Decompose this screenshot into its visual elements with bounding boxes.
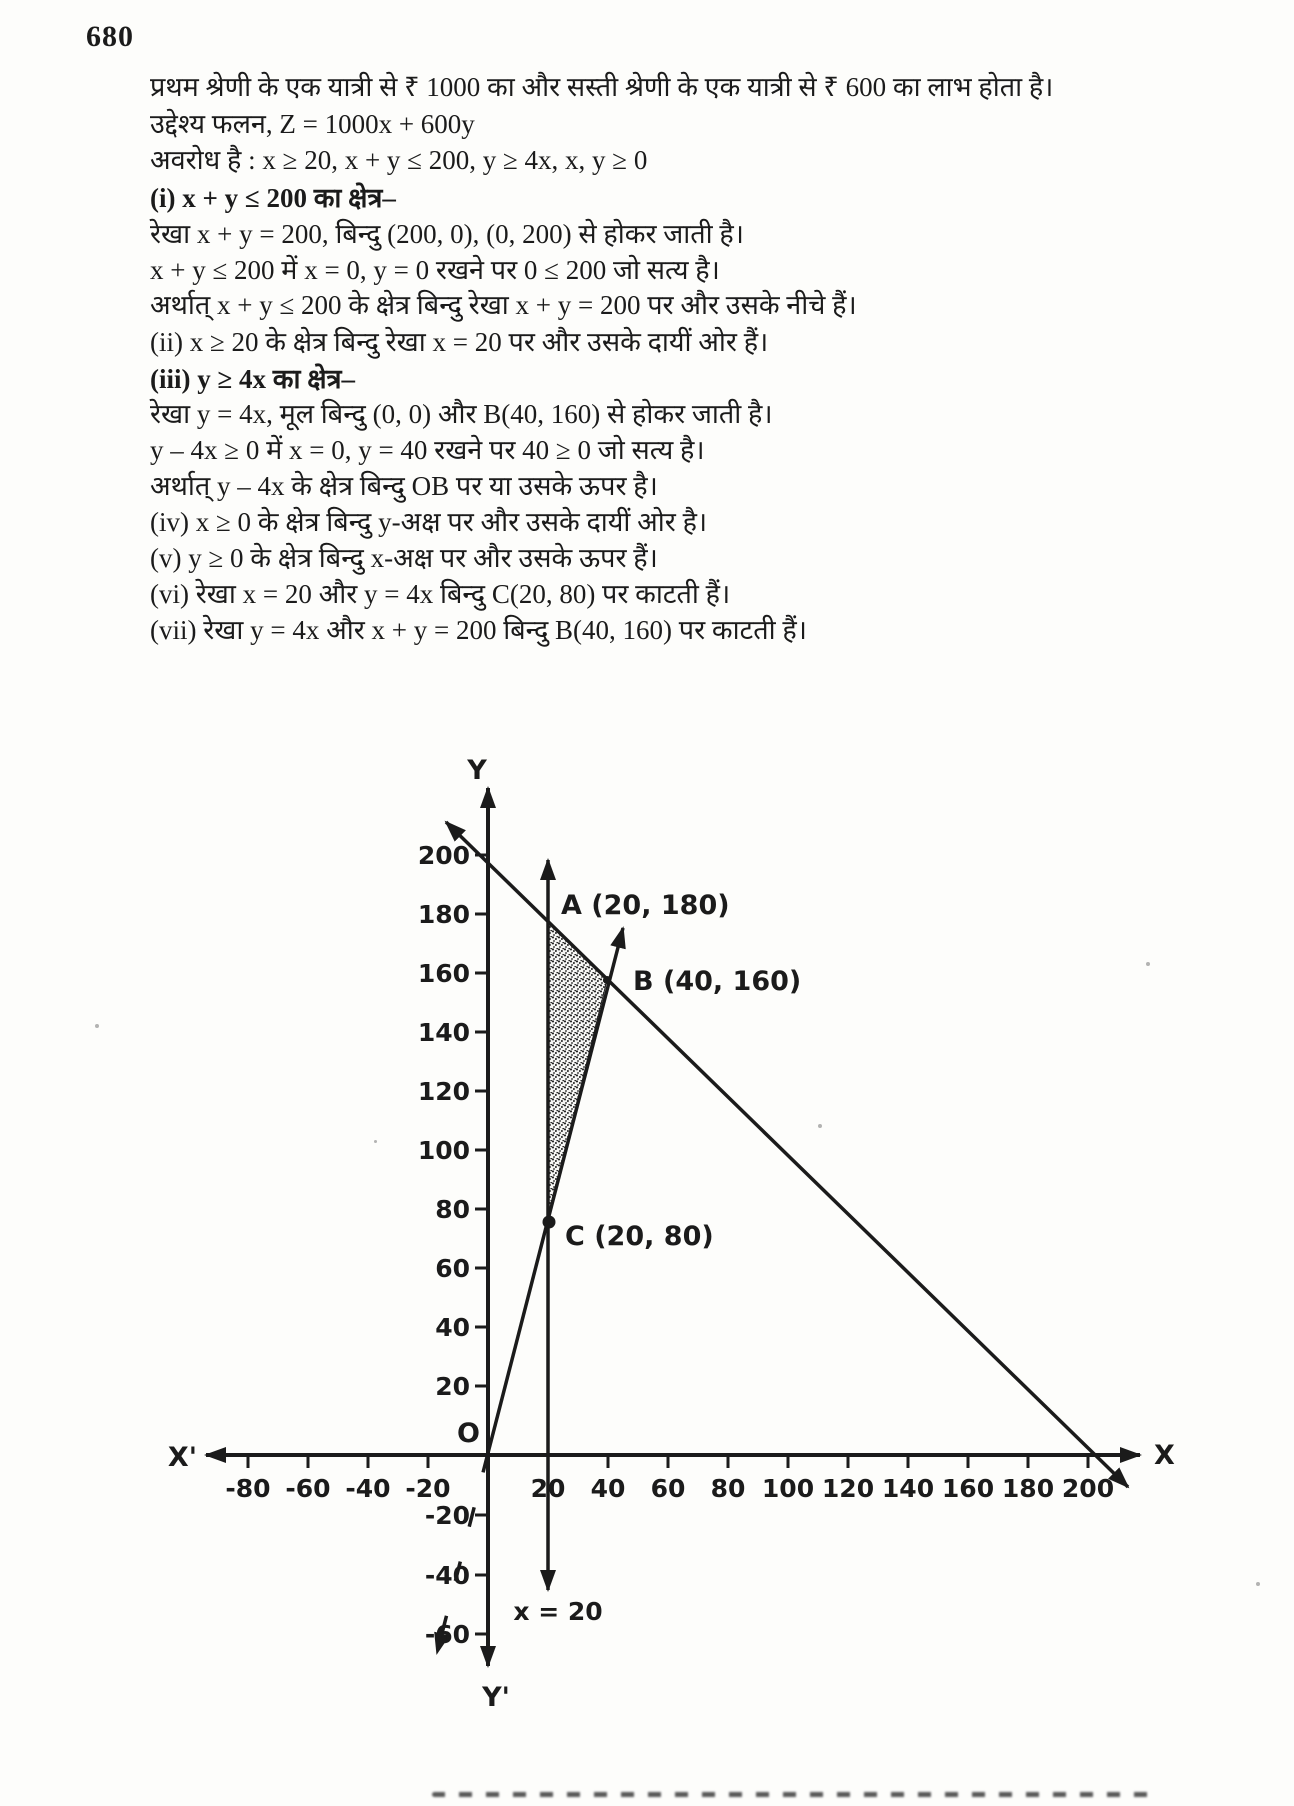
y-tick-label: 20 <box>435 1372 470 1401</box>
x-tick-label: 140 <box>881 1474 935 1503</box>
x-prime-axis-label: X' <box>167 1442 197 1473</box>
y-tick-label: 80 <box>435 1195 470 1224</box>
text-line: उद्देश्य फलन, Z = 1000x + 600y <box>150 109 475 139</box>
text-line: (vi) रेखा x = 20 और y = 4x बिन्दु C(20, 80) पर काटती हैं। <box>150 579 731 609</box>
x-tick-label: 20 <box>530 1474 566 1503</box>
text-line: (ii) x ≥ 20 के क्षेत्र बिन्दु रेखा x = 20 पर और उसके दायीं ओर हैं। <box>150 327 769 357</box>
x-tick-label: -20 <box>405 1474 451 1503</box>
feasible-region-shading <box>549 921 607 1216</box>
text-line: अवरोध है : x ≥ 20, x + y ≤ 200, y ≥ 4x, x, y ≥ 0 <box>150 145 648 175</box>
text-line: x + y ≤ 200 में x = 0, y = 0 रखने पर 0 ≤ 200 जो सत्य है। <box>150 255 720 285</box>
x-tick-label: -40 <box>345 1474 391 1503</box>
text-line: y – 4x ≥ 0 में x = 0, y = 40 रखने पर 40 ≥ 0 जो सत्य है। <box>150 435 705 465</box>
y-tick-label: -20 <box>424 1501 470 1530</box>
y-tick-label: 200 <box>417 841 470 870</box>
point-label-A: A (20, 180) <box>561 890 730 921</box>
photocopy-speck <box>95 1024 99 1028</box>
line-label-x-equals-20: x = 20 <box>513 1597 603 1626</box>
y-tick-label: 180 <box>417 900 470 929</box>
y-tick-label: 40 <box>435 1313 470 1342</box>
x-tick-label: 160 <box>941 1474 995 1503</box>
point-dot-B <box>603 976 611 984</box>
x-tick-label: -80 <box>225 1474 271 1503</box>
y-prime-axis-label: Y' <box>482 1682 510 1713</box>
x-tick-label: 80 <box>710 1474 746 1503</box>
x-tick-label: 100 <box>761 1474 815 1503</box>
text-line: (iv) x ≥ 0 के क्षेत्र बिन्दु y-अक्ष पर और उसके दायीं ओर है। <box>150 507 708 537</box>
y-tick-label: 160 <box>417 959 470 988</box>
point-label-B: B (40, 160) <box>633 966 802 997</box>
text-line: (v) y ≥ 0 के क्षेत्र बिन्दु x-अक्ष पर और उसके ऊपर हैं। <box>150 543 658 573</box>
photocopy-speck <box>1256 1582 1260 1586</box>
point-label-C: C (20, 80) <box>565 1221 714 1252</box>
page-number: 680 <box>86 20 134 53</box>
text-line: (iii) y ≥ 4x का क्षेत्र– <box>150 364 356 394</box>
photocopy-speck <box>818 1124 822 1128</box>
x-tick-label: 40 <box>590 1474 626 1503</box>
y-tick-label: -60 <box>424 1620 470 1649</box>
text-line: प्रथम श्रेणी के एक यात्री से ₹ 1000 का और सस्ती श्रेणी के एक यात्री से ₹ 600 का लाभ होता है। <box>150 72 1054 102</box>
x-tick-label: 120 <box>821 1474 875 1503</box>
text-line: अर्थात् x + y ≤ 200 के क्षेत्र बिन्दु रेखा x + y = 200 पर और उसके नीचे हैं। <box>150 290 857 320</box>
x-tick-label: 60 <box>650 1474 686 1503</box>
x-tick-label: 180 <box>1001 1474 1055 1503</box>
y-tick-label: 60 <box>435 1254 470 1283</box>
y-tick-label: 140 <box>417 1018 470 1047</box>
photocopy-smudge <box>432 1792 1158 1797</box>
y-tick-label: -40 <box>424 1561 470 1590</box>
point-dot-C <box>543 1216 556 1229</box>
photocopy-speck <box>1146 962 1150 966</box>
text-line: रेखा y = 4x, मूल बिन्दु (0, 0) और B(40, 160) से होकर जाती है। <box>150 399 773 429</box>
x-axis-label: X <box>1154 1440 1175 1471</box>
x-tick-label: -60 <box>285 1474 331 1503</box>
text-line: (vii) रेखा y = 4x और x + y = 200 बिन्दु B(40, 160) पर काटती हैं। <box>150 615 807 645</box>
y-tick-label: 120 <box>417 1077 470 1106</box>
text-line: रेखा x + y = 200, बिन्दु (200, 0), (0, 200) से होकर जाती है। <box>150 219 744 249</box>
text-line: (i) x + y ≤ 200 का क्षेत्र– <box>150 183 396 213</box>
y-axis-label: Y <box>467 755 487 786</box>
x-tick-label: 200 <box>1061 1474 1115 1503</box>
origin-label: O <box>457 1418 480 1449</box>
text-line: अर्थात् y – 4x के क्षेत्र बिन्दु OB पर या उसके ऊपर है। <box>150 471 658 501</box>
photocopy-speck <box>374 1140 377 1143</box>
y-tick-label: 100 <box>417 1136 470 1165</box>
